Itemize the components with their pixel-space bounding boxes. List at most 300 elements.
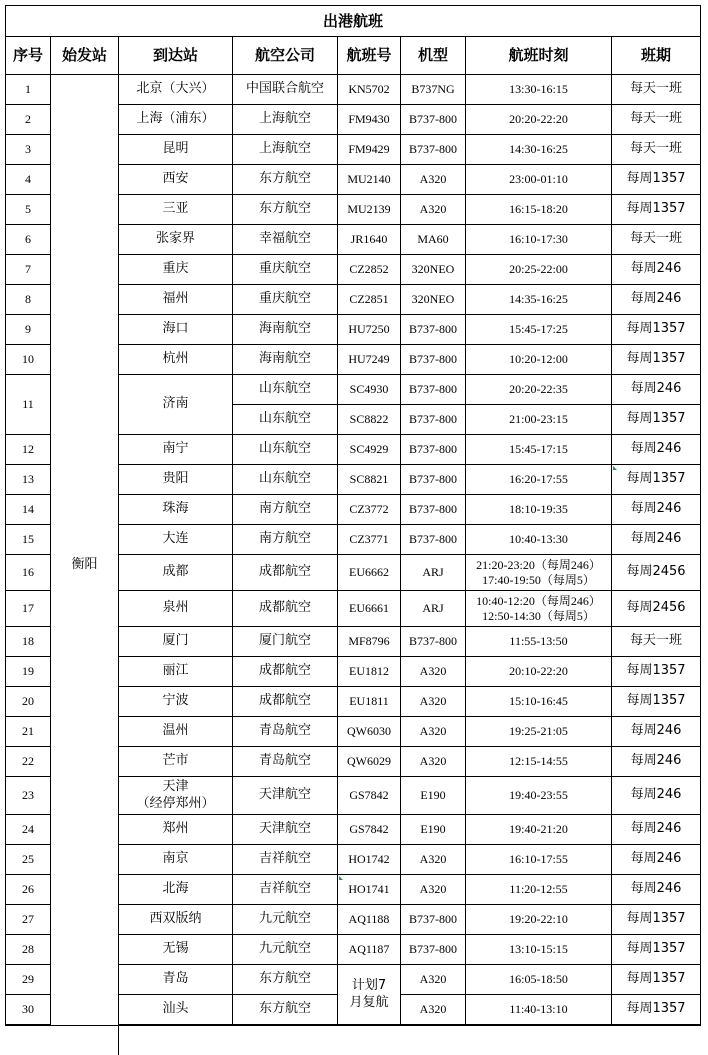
schedule-cell-text: 每周1357 [626, 971, 686, 987]
airline-cell-text: 成都航空 [258, 663, 311, 679]
seq-cell [6, 75, 51, 105]
seq-cell [6, 555, 51, 591]
flight-no-cell-text: KN5702 [348, 82, 390, 96]
flight-no-cell-text: FM9430 [348, 112, 390, 126]
time-cell-text: 16:10-17:55 [509, 852, 568, 866]
destination-cell-text: 济南 [162, 396, 189, 412]
destination-cell [119, 495, 233, 525]
time-cell-text: 19:25-21:05 [509, 724, 568, 738]
destination-cell [119, 777, 233, 815]
destination-cell [119, 935, 233, 965]
cell-comment-marker [613, 466, 617, 470]
aircraft-cell [401, 255, 466, 285]
aircraft-cell-text: A320 [419, 852, 447, 866]
flight-no-cell [338, 375, 401, 405]
schedule-cell [612, 345, 700, 375]
schedule-cell-text: 每周1357 [626, 1001, 686, 1017]
airline-cell [233, 435, 338, 465]
flight-no-cell [338, 165, 401, 195]
flight-no-cell-text: EU6661 [349, 601, 389, 615]
seq-cell-text: 11 [22, 397, 34, 411]
destination-cell-text: 重庆 [162, 261, 189, 277]
aircraft-cell [401, 375, 466, 405]
seq-cell [6, 495, 51, 525]
destination-cell [119, 165, 233, 195]
time-cell [466, 777, 612, 815]
flight-no-cell [338, 591, 401, 627]
aircraft-cell [401, 165, 466, 195]
time-cell [466, 627, 612, 657]
airline-cell [233, 165, 338, 195]
seq-cell-text: 19 [22, 664, 34, 678]
flight-no-cell [338, 495, 401, 525]
aircraft-cell [401, 285, 466, 315]
airline-cell [233, 747, 338, 777]
schedule-cell-text: 每天一班 [629, 633, 682, 649]
seq-cell [6, 285, 51, 315]
destination-cell [119, 657, 233, 687]
aircraft-cell [401, 687, 466, 717]
header-destination [119, 37, 233, 75]
destination-cell-text: 贵阳 [162, 471, 189, 487]
destination-cell-text: 南宁 [162, 441, 189, 457]
destination-cell-text: 青岛 [162, 971, 189, 987]
time-cell-text: 21:00-23:15 [509, 412, 568, 426]
seq-cell-text: 23 [22, 788, 34, 802]
time-cell-text: 20:20-22:35 [509, 382, 568, 396]
header-origin-text: 始发站 [61, 46, 107, 65]
destination-cell-text: 珠海 [162, 501, 189, 517]
schedule-cell [612, 315, 700, 345]
time-cell [466, 815, 612, 845]
flight-no-cell-text: SC8822 [349, 412, 389, 426]
time-cell-text: 11:20-12:55 [509, 882, 568, 896]
seq-cell [6, 315, 51, 345]
schedule-cell [612, 555, 700, 591]
schedule-cell-text: 每天一班 [629, 111, 682, 127]
airline-cell-text: 海南航空 [258, 351, 311, 367]
aircraft-cell [401, 591, 466, 627]
airline-cell [233, 525, 338, 555]
aircraft-cell [401, 135, 466, 165]
aircraft-cell-text: A320 [419, 972, 447, 986]
destination-cell-text: （经停郑州） [136, 795, 215, 811]
aircraft-cell [401, 777, 466, 815]
time-cell-text: 16:05-18:50 [509, 972, 568, 986]
aircraft-cell-text: A320 [419, 724, 447, 738]
header-seq-text: 序号 [12, 46, 43, 65]
flight-no-cell-text: EU6662 [349, 565, 389, 579]
flight-no-cell [338, 225, 401, 255]
flight-no-cell-text: MU2139 [347, 202, 391, 216]
destination-cell [119, 345, 233, 375]
schedule-cell-text: 每周246 [630, 851, 682, 867]
seq-cell-text: 7 [25, 262, 31, 276]
schedule-cell [612, 717, 700, 747]
airline-cell [233, 657, 338, 687]
schedule-cell [612, 815, 700, 845]
seq-cell-text: 13 [22, 472, 34, 486]
flight-no-cell [338, 135, 401, 165]
aircraft-cell-text: B737-800 [409, 472, 457, 486]
seq-cell-text: 29 [22, 972, 34, 986]
flight-no-cell-text: HO1742 [348, 852, 390, 866]
seq-cell [6, 135, 51, 165]
time-cell [466, 375, 612, 405]
destination-cell-text: 成都 [162, 564, 189, 580]
destination-cell-text: 泉州 [162, 600, 189, 616]
header-schedule [612, 37, 700, 75]
time-cell-text: 16:20-17:55 [509, 472, 568, 486]
time-cell [466, 555, 612, 591]
table-title-text: 出港航班 [322, 11, 383, 30]
aircraft-cell-text: E190 [420, 788, 446, 802]
airline-cell-text: 东方航空 [258, 971, 311, 987]
destination-cell-text: 杭州 [162, 351, 189, 367]
header-time [466, 37, 612, 75]
aircraft-cell-text: 320NEO [411, 262, 455, 276]
airline-cell [233, 627, 338, 657]
flight-no-cell [338, 105, 401, 135]
aircraft-cell-text: A320 [419, 1002, 447, 1016]
seq-cell [6, 905, 51, 935]
airline-cell [233, 875, 338, 905]
time-cell [466, 965, 612, 995]
seq-cell [6, 345, 51, 375]
schedule-cell [612, 845, 700, 875]
aircraft-cell-text: B737NG [411, 82, 455, 96]
header-time-text: 航班时刻 [508, 46, 569, 65]
destination-cell [119, 995, 233, 1025]
seq-cell-text: 8 [25, 292, 31, 306]
airline-cell [233, 777, 338, 815]
seq-cell [6, 875, 51, 905]
destination-cell-text: 郑州 [162, 821, 189, 837]
schedule-cell-text: 每周1357 [626, 171, 686, 187]
seq-cell [6, 845, 51, 875]
flight-no-cell-text: MF8796 [348, 634, 390, 648]
time-cell-text: 16:10-17:30 [509, 232, 568, 246]
aircraft-cell [401, 627, 466, 657]
flight-table [5, 5, 701, 1026]
time-cell-text: 18:10-19:35 [509, 502, 568, 516]
schedule-cell-text: 每周246 [630, 261, 682, 277]
flight-no-cell-text: EU1812 [349, 664, 389, 678]
aircraft-cell-text: ARJ [422, 565, 444, 579]
airline-cell-text: 青岛航空 [258, 753, 311, 769]
flight-no-cell [338, 255, 401, 285]
destination-cell [119, 75, 233, 105]
time-cell-text: 11:55-13:50 [509, 634, 568, 648]
flight-no-cell-text: JR1640 [350, 232, 388, 246]
aircraft-cell-text: B737-800 [409, 322, 457, 336]
airline-cell [233, 555, 338, 591]
time-cell [466, 255, 612, 285]
time-cell [466, 717, 612, 747]
destination-cell-text: 西安 [162, 171, 189, 187]
header-airline [233, 37, 338, 75]
destination-cell-text: 汕头 [162, 1001, 189, 1017]
destination-cell-text: 北京（大兴） [136, 81, 215, 97]
schedule-cell-text: 每周1357 [626, 663, 686, 679]
time-cell-text: 14:30-16:25 [509, 142, 568, 156]
seq-cell-text: 20 [22, 694, 34, 708]
destination-cell [119, 555, 233, 591]
flight-no-cell [338, 627, 401, 657]
aircraft-cell [401, 965, 466, 995]
time-cell-text: 12:50-14:30（每周5） [482, 608, 595, 623]
schedule-cell-text: 每周246 [630, 881, 682, 897]
header-flight-no-text: 航班号 [346, 46, 392, 65]
airline-cell-text: 南方航空 [258, 531, 311, 547]
time-cell [466, 465, 612, 495]
aircraft-cell-text: A320 [419, 172, 447, 186]
schedule-cell [612, 135, 700, 165]
seq-cell-text: 14 [22, 502, 34, 516]
aircraft-cell [401, 75, 466, 105]
aircraft-cell-text: A320 [419, 882, 447, 896]
destination-cell [119, 687, 233, 717]
aircraft-cell [401, 195, 466, 225]
airline-cell-text: 南方航空 [258, 501, 311, 517]
aircraft-cell-text: B737-800 [409, 352, 457, 366]
flight-no-cell-text: FM9429 [348, 142, 390, 156]
header-seq [6, 37, 51, 75]
airline-cell [233, 345, 338, 375]
time-cell-text: 14:35-16:25 [509, 292, 568, 306]
destination-cell [119, 375, 233, 435]
seq-cell-text: 4 [25, 172, 31, 186]
flight-no-cell [338, 657, 401, 687]
flight-no-cell [338, 195, 401, 225]
airline-cell-text: 成都航空 [258, 693, 311, 709]
time-cell-text: 21:20-23:20（每周246） [476, 557, 601, 572]
airline-cell-text: 山东航空 [258, 441, 311, 457]
flight-no-cell-text: QW6029 [347, 754, 391, 768]
airline-cell [233, 315, 338, 345]
schedule-cell [612, 747, 700, 777]
seq-cell-text: 27 [22, 912, 34, 926]
schedule-cell-text: 每周246 [630, 501, 682, 517]
seq-cell [6, 255, 51, 285]
destination-cell-text: 天津 [162, 779, 189, 795]
seq-cell [6, 195, 51, 225]
header-airline-text: 航空公司 [254, 46, 315, 65]
seq-cell [6, 747, 51, 777]
header-schedule-text: 班期 [640, 46, 671, 65]
schedule-cell [612, 75, 700, 105]
time-cell [466, 995, 612, 1025]
schedule-cell-text: 每天一班 [629, 81, 682, 97]
aircraft-cell-text: B737-800 [409, 634, 457, 648]
flight-no-cell [338, 875, 401, 905]
destination-cell-text: 温州 [162, 723, 189, 739]
time-cell-text: 12:15-14:55 [509, 754, 568, 768]
flight-no-cell [338, 687, 401, 717]
time-cell-text: 15:10-16:45 [509, 694, 568, 708]
seq-cell-text: 3 [25, 142, 31, 156]
schedule-cell-text: 每周2456 [626, 600, 686, 616]
time-cell-text: 20:25-22:00 [509, 262, 568, 276]
header-flight-no [338, 37, 401, 75]
destination-cell-text: 西双版纳 [149, 911, 202, 927]
destination-cell-text: 大连 [162, 531, 189, 547]
time-cell [466, 315, 612, 345]
time-cell [466, 935, 612, 965]
airline-cell-text: 厦门航空 [258, 633, 311, 649]
airline-cell [233, 105, 338, 135]
aircraft-cell-text: A320 [419, 754, 447, 768]
time-cell [466, 75, 612, 105]
flight-no-cell-text: MU2140 [347, 172, 391, 186]
schedule-cell-text: 每周246 [630, 531, 682, 547]
flight-no-cell-text: SC4930 [349, 382, 389, 396]
flight-no-cell [338, 815, 401, 845]
airline-cell [233, 935, 338, 965]
seq-cell [6, 165, 51, 195]
aircraft-cell [401, 405, 466, 435]
flight-no-cell [338, 555, 401, 591]
airline-cell [233, 375, 338, 405]
airline-cell-text: 中国联合航空 [245, 81, 324, 97]
airline-cell-text: 成都航空 [258, 564, 311, 580]
time-cell-text: 10:40-13:30 [509, 532, 568, 546]
flight-no-cell [338, 435, 401, 465]
airline-cell-text: 上海航空 [258, 141, 311, 157]
schedule-cell [612, 285, 700, 315]
destination-cell-text: 厦门 [162, 633, 189, 649]
seq-cell [6, 995, 51, 1025]
destination-cell [119, 285, 233, 315]
schedule-cell-text: 每周1357 [626, 471, 686, 487]
time-cell [466, 845, 612, 875]
airline-cell-text: 幸福航空 [258, 231, 311, 247]
time-cell [466, 747, 612, 777]
flight-no-cell-text: CZ3772 [349, 502, 389, 516]
time-cell [466, 525, 612, 555]
aircraft-cell-text: B737-800 [409, 942, 457, 956]
flight-no-cell [338, 285, 401, 315]
seq-cell [6, 465, 51, 495]
destination-cell [119, 845, 233, 875]
aircraft-cell-text: B737-800 [409, 142, 457, 156]
destination-cell-text: 北海 [162, 881, 189, 897]
time-cell [466, 405, 612, 435]
seq-cell-text: 5 [25, 202, 31, 216]
flight-no-cell-text: HU7250 [348, 322, 390, 336]
schedule-cell-text: 每周246 [630, 291, 682, 307]
aircraft-cell-text: B737-800 [409, 112, 457, 126]
schedule-cell-text: 每天一班 [629, 141, 682, 157]
destination-cell-text: 张家界 [155, 231, 195, 247]
seq-cell [6, 591, 51, 627]
airline-cell-text: 山东航空 [258, 471, 311, 487]
time-cell [466, 285, 612, 315]
flight-no-cell-text: AQ1187 [348, 942, 390, 956]
airline-cell-text: 青岛航空 [258, 723, 311, 739]
seq-cell-text: 28 [22, 942, 34, 956]
flight-no-cell [338, 405, 401, 435]
flight-no-cell [338, 747, 401, 777]
time-cell-text: 19:40-23:55 [509, 788, 568, 802]
airline-cell-text: 吉祥航空 [258, 881, 311, 897]
time-cell-text: 15:45-17:25 [509, 322, 568, 336]
time-cell [466, 195, 612, 225]
seq-cell-text: 17 [22, 601, 34, 615]
aircraft-cell-text: E190 [420, 822, 446, 836]
header-aircraft [401, 37, 466, 75]
time-cell-text: 19:20-22:10 [509, 912, 568, 926]
time-cell [466, 435, 612, 465]
seq-cell-text: 30 [22, 1002, 34, 1016]
seq-cell-text: 12 [22, 442, 34, 456]
schedule-cell [612, 687, 700, 717]
flight-no-cell-text: SC4929 [349, 442, 389, 456]
schedule-cell [612, 905, 700, 935]
flight-no-cell-text: SC8821 [349, 472, 389, 486]
schedule-cell [612, 225, 700, 255]
time-cell-text: 15:45-17:15 [509, 442, 568, 456]
schedule-cell [612, 165, 700, 195]
schedule-cell-text: 每周1357 [626, 411, 686, 427]
time-cell-text: 23:00-01:10 [509, 172, 568, 186]
airline-cell [233, 495, 338, 525]
airline-cell-text: 上海航空 [258, 111, 311, 127]
time-cell-text: 20:20-22:20 [509, 112, 568, 126]
seq-cell-text: 10 [22, 352, 34, 366]
schedule-cell [612, 627, 700, 657]
time-cell [466, 495, 612, 525]
schedule-cell-text: 每周246 [630, 441, 682, 457]
header-origin [51, 37, 119, 75]
aircraft-cell-text: ARJ [422, 601, 444, 615]
schedule-cell-text: 每周1357 [626, 201, 686, 217]
schedule-cell [612, 875, 700, 905]
aircraft-cell [401, 555, 466, 591]
schedule-cell [612, 105, 700, 135]
schedule-cell-text: 每周246 [630, 723, 682, 739]
seq-cell-text: 1 [25, 82, 31, 96]
aircraft-cell [401, 525, 466, 555]
flight-no-cell [338, 465, 401, 495]
time-cell-text: 19:40-21:20 [509, 822, 568, 836]
airline-cell [233, 255, 338, 285]
time-cell-text: 10:20-12:00 [509, 352, 568, 366]
seq-cell [6, 657, 51, 687]
destination-cell-text: 芒市 [162, 753, 189, 769]
destination-cell-text: 宁波 [162, 693, 189, 709]
destination-cell [119, 255, 233, 285]
airline-cell [233, 905, 338, 935]
airline-cell [233, 965, 338, 995]
seq-cell [6, 627, 51, 657]
time-cell [466, 875, 612, 905]
airline-cell-text: 东方航空 [258, 201, 311, 217]
airline-cell [233, 225, 338, 255]
destination-cell [119, 435, 233, 465]
airline-cell [233, 995, 338, 1025]
schedule-cell [612, 591, 700, 627]
schedule-cell [612, 465, 700, 495]
schedule-cell-text: 每周2456 [626, 564, 686, 580]
airline-cell-text: 成都航空 [258, 600, 311, 616]
aircraft-cell [401, 657, 466, 687]
aircraft-cell [401, 495, 466, 525]
flight-no-cell [338, 777, 401, 815]
flight-note-cell [338, 965, 401, 1025]
time-cell-text: 17:40-19:50（每周5） [482, 572, 595, 587]
time-cell-text: 16:15-18:20 [509, 202, 568, 216]
